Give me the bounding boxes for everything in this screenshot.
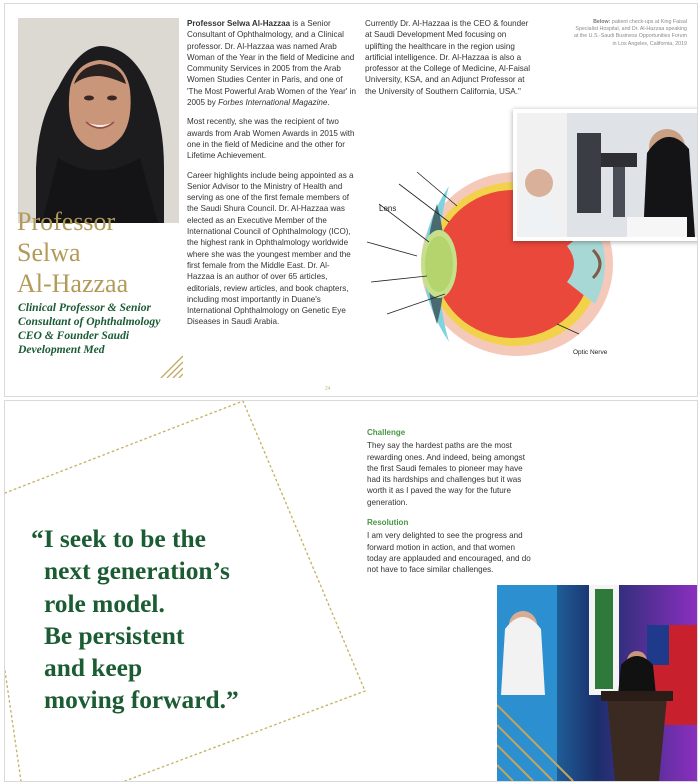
lens-label: Lens bbox=[379, 204, 397, 213]
optic-nerve-label: Optic Nerve bbox=[573, 349, 608, 356]
name-line: Selwa bbox=[17, 238, 81, 267]
challenge-resolution-column bbox=[367, 427, 537, 585]
photo-caption bbox=[573, 19, 687, 48]
caption-label: Below: bbox=[593, 19, 611, 25]
profile-name-heading bbox=[17, 206, 187, 299]
portrait-photo bbox=[18, 18, 179, 223]
subtitle-line: Consultant of Ophthalmology bbox=[18, 315, 161, 328]
bio-paragraph: Currently Dr. Al-Hazzaa is the CEO & founder at Saudi Development Med focusing on uplifting the healthcare in the region using artificial intelligence. Dr. Al-Hazzaa is also a professor at the College of Medicine, Al-Faisal University, KSA, and an Adjunct Professor at the University of Southern California, USA." bbox=[365, 19, 531, 96]
name-line: Al-Hazzaa bbox=[17, 269, 129, 298]
bio-paragraph: Most recently, she was the recipient of two awards from Arab Women Awards in 2015 with one in the field of Medicine and the other for Lifetime Achievement. bbox=[187, 117, 355, 161]
bio-text: . bbox=[327, 98, 330, 108]
bio-column-2 bbox=[365, 18, 535, 105]
quote-line: Be persistent bbox=[44, 621, 185, 650]
bio-column-1 bbox=[187, 18, 357, 336]
magazine-page-bottom bbox=[4, 400, 698, 782]
quote-line: “I seek to be the bbox=[31, 525, 206, 553]
subtitle-line: Clinical Professor & Senior bbox=[18, 301, 152, 314]
resolution-text: I am very delighted to see the progress and forward motion in action, and that women today are applauded and encouraged, and do not have to face similar challenges. bbox=[367, 531, 531, 575]
name-line: Professor bbox=[17, 207, 116, 236]
quote-line: and keep bbox=[44, 654, 143, 683]
pull-quote bbox=[31, 523, 331, 717]
bio-magazine-name: Forbes International Magazine bbox=[218, 98, 328, 108]
caption-text: patient check-ups at King Faisal Specialist Hospital, and Dr. Al-Hazzaa speaking at the U.S.-Saudi Business Opportunities Forum in Los Angeles, California, 2019 bbox=[573, 19, 687, 47]
subtitle-line: Development Med bbox=[18, 343, 105, 356]
magazine-page-top bbox=[4, 3, 698, 397]
resolution-heading: Resolution bbox=[367, 518, 409, 528]
page-number: 24 bbox=[325, 386, 331, 392]
challenge-heading: Challenge bbox=[367, 428, 406, 437]
bio-paragraph bbox=[187, 18, 357, 108]
bio-paragraph: Career highlights include being appointed as a Senior Advisor to the Ministry of Health and serving as one of the first female members of the Saudi Shura Council. Dr. Al-Hazzaa was elected as an Executive Member of the International Council of Ophthalmology (ICO), the highest rank in Ophthalmology worldwide where she was the youngest member and the first female from the Middle East. Dr. Al-Hazzaa is an author of over 65 articles, editorials, review articles, and book chapters, including most importantly in Duane's International Ophthalmology on Genetic Eye Diseases in Saudi Arabia. bbox=[187, 170, 354, 327]
subtitle-line: CEO & Founder Saudi bbox=[18, 329, 130, 342]
quote-line: next generation’s bbox=[44, 557, 230, 586]
bio-name-bold: Professor Selwa Al-Hazzaa bbox=[187, 19, 291, 28]
decorative-stripes-icon bbox=[157, 352, 183, 378]
quote-line: role model. bbox=[44, 589, 165, 618]
quote-line: moving forward.” bbox=[44, 686, 239, 715]
bio-text: is a Senior Consultant of Ophthalmology, and a Clinical professor. Dr. Al-Hazzaa was named Arab Woman of the Year in the field of Medicine and Community Services in 2005 from the Arab Women Studies Center in Paris, and one of 'The Most Powerful Arab Women of the Year' in 2005 by bbox=[187, 19, 356, 108]
profile-subtitle bbox=[18, 301, 188, 357]
forum-speaking-photo bbox=[497, 585, 697, 781]
challenge-text: They say the hardest paths are the most rewarding ones. And indeed, being amongst the first Saudi females to pioneer may have had its hardships and challenges but it was worth it as I paved the way for the future generation. bbox=[367, 441, 525, 507]
patient-exam-photo bbox=[513, 109, 698, 241]
